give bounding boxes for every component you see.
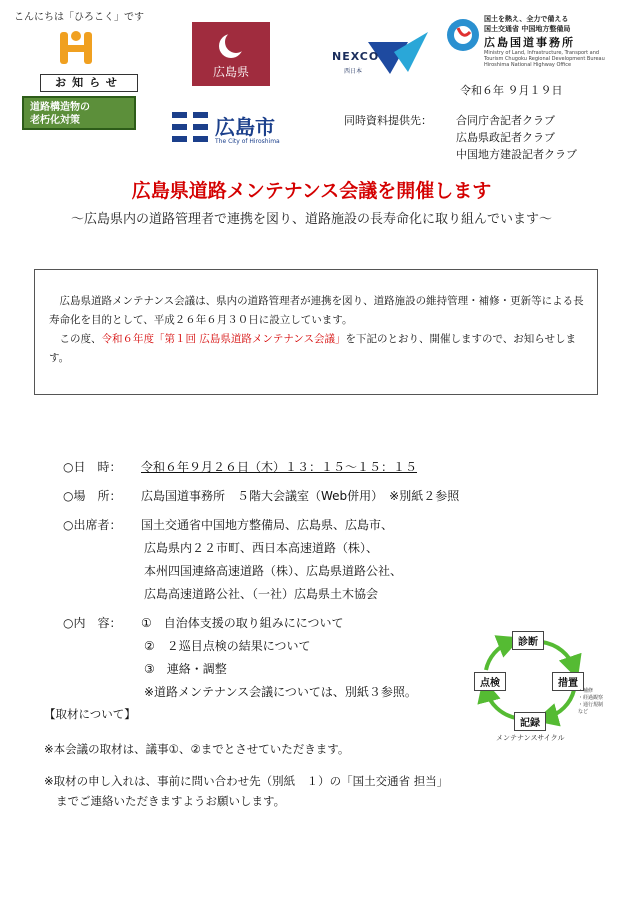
meeting-name-highlight: 令和６年度「第１回 広島県道路メンテナンス会議」 <box>101 333 346 345</box>
attendee-line: 国土交通省中国地方整備局、広島県、広島市、 <box>141 518 394 532</box>
page-title: 広島県道路メンテナンス会議を開催します <box>131 180 492 202</box>
place-value: 広島国道事務所 ５階大会議室（Web併用） ※別紙２参照 <box>141 489 460 503</box>
coverage-note: ※取材の申し入れは、事前に問い合わせ先（別紙 １）の「国土交通省 担当」 までご連絡いただきますようお願いします。 <box>44 774 449 808</box>
hiroshima-pref-logo: 広島県 <box>192 22 270 86</box>
place-label: ○場 所： <box>63 489 122 503</box>
cycle-inspect: 点検 <box>474 672 506 691</box>
summary-paragraph: この度、令和６年度「第１回 広島県道路メンテナンス会議」を下記のとおり、開催しますので、お知らせします。 <box>49 333 576 364</box>
content-item: ① 自治体支援の取り組みにについて <box>141 616 344 630</box>
meeting-details <box>63 456 459 704</box>
release-date: 令和６年 ９月１９日 <box>460 84 563 97</box>
attendee-line: 本州四国連絡高速道路（株）、広島県道路公社、 <box>144 564 403 578</box>
road-structure-banner: 道路構造物の 老朽化対策 <box>22 96 136 130</box>
city-name-en: The City of Hiroshima <box>215 138 280 145</box>
measure-notes: ・補修 ・経過観察 ・通行規制 など <box>578 688 604 715</box>
summary-box <box>34 269 598 395</box>
cycle-caption: メンテナンスサイクル <box>496 734 565 742</box>
press-label: 同時資料提供先： <box>344 114 432 127</box>
content-item: ② ２巡目点検の結果について <box>144 639 311 653</box>
coverage-heading: 【取材について】 <box>44 707 136 721</box>
date-value: 令和６年９月２６日（木）１３：１５～１５：１５ <box>141 460 418 474</box>
press-distribution <box>344 112 577 163</box>
attendees-label: ○出席者： <box>63 518 122 532</box>
attendee-line: 広島県内２２市町、西日本高速道路（株）、 <box>144 541 379 555</box>
cycle-record: 記録 <box>514 712 546 731</box>
hiroko-logo <box>56 28 96 68</box>
nexco-name: NEXCO <box>332 50 380 63</box>
mlit-office-block: 国土を熱え、全力で備える 国土交通省 中国地方整備局 広島国道事務所 Ministry of Land, Infrastructure, Transport and Tourism Chugoku Regional Development Bureau Hiroshima National Highway Office <box>484 15 605 68</box>
cycle-diagnose: 診断 <box>512 631 544 650</box>
content-item: ※道路メンテナンス会議については、別紙３参照。 <box>144 685 417 699</box>
press-club: 中国地方建設記者クラブ <box>456 148 577 161</box>
summary-paragraph: 広島県道路メンテナンス会議は、県内の道路管理者が連携を図り、道路施設の維持管理・補修・更新等による長寿命化を目的として、平成２６年６月３０日に設立しています。 <box>49 295 584 326</box>
coverage-note: ※本会議の取材は、議事①、②までとさせていただきます。 <box>44 742 350 756</box>
city-name: 広島市 <box>215 115 275 139</box>
attendees-row <box>63 514 459 537</box>
nexco-subname: 西日本 <box>344 68 363 75</box>
content-row <box>63 612 459 635</box>
attendee-line: 広島高速道路公社、（一社）広島県土木協会 <box>144 587 379 601</box>
content-label: ○内 容： <box>63 616 122 630</box>
press-club: 広島県政記者クラブ <box>456 131 555 144</box>
maintenance-cycle-diagram <box>470 628 620 738</box>
mlit-emblem-icon <box>446 18 480 52</box>
date-row <box>63 456 459 479</box>
press-club: 合同庁舎記者クラブ <box>456 114 555 127</box>
page-subtitle: ～広島県内の道路管理者で連携を図り、道路施設の長寿命化に取り組んでいます～ <box>70 212 552 227</box>
content-item: ③ 連絡・調整 <box>144 662 227 676</box>
notice-label: お知らせ <box>40 74 138 92</box>
date-label: ○日 時： <box>63 460 122 474</box>
cycle-measure: 措置 <box>552 672 584 691</box>
greeting-text: こんにちは「ひろこく」です <box>14 12 144 23</box>
hiroshima-city-emblem-icon <box>172 110 208 144</box>
place-row <box>63 485 459 508</box>
